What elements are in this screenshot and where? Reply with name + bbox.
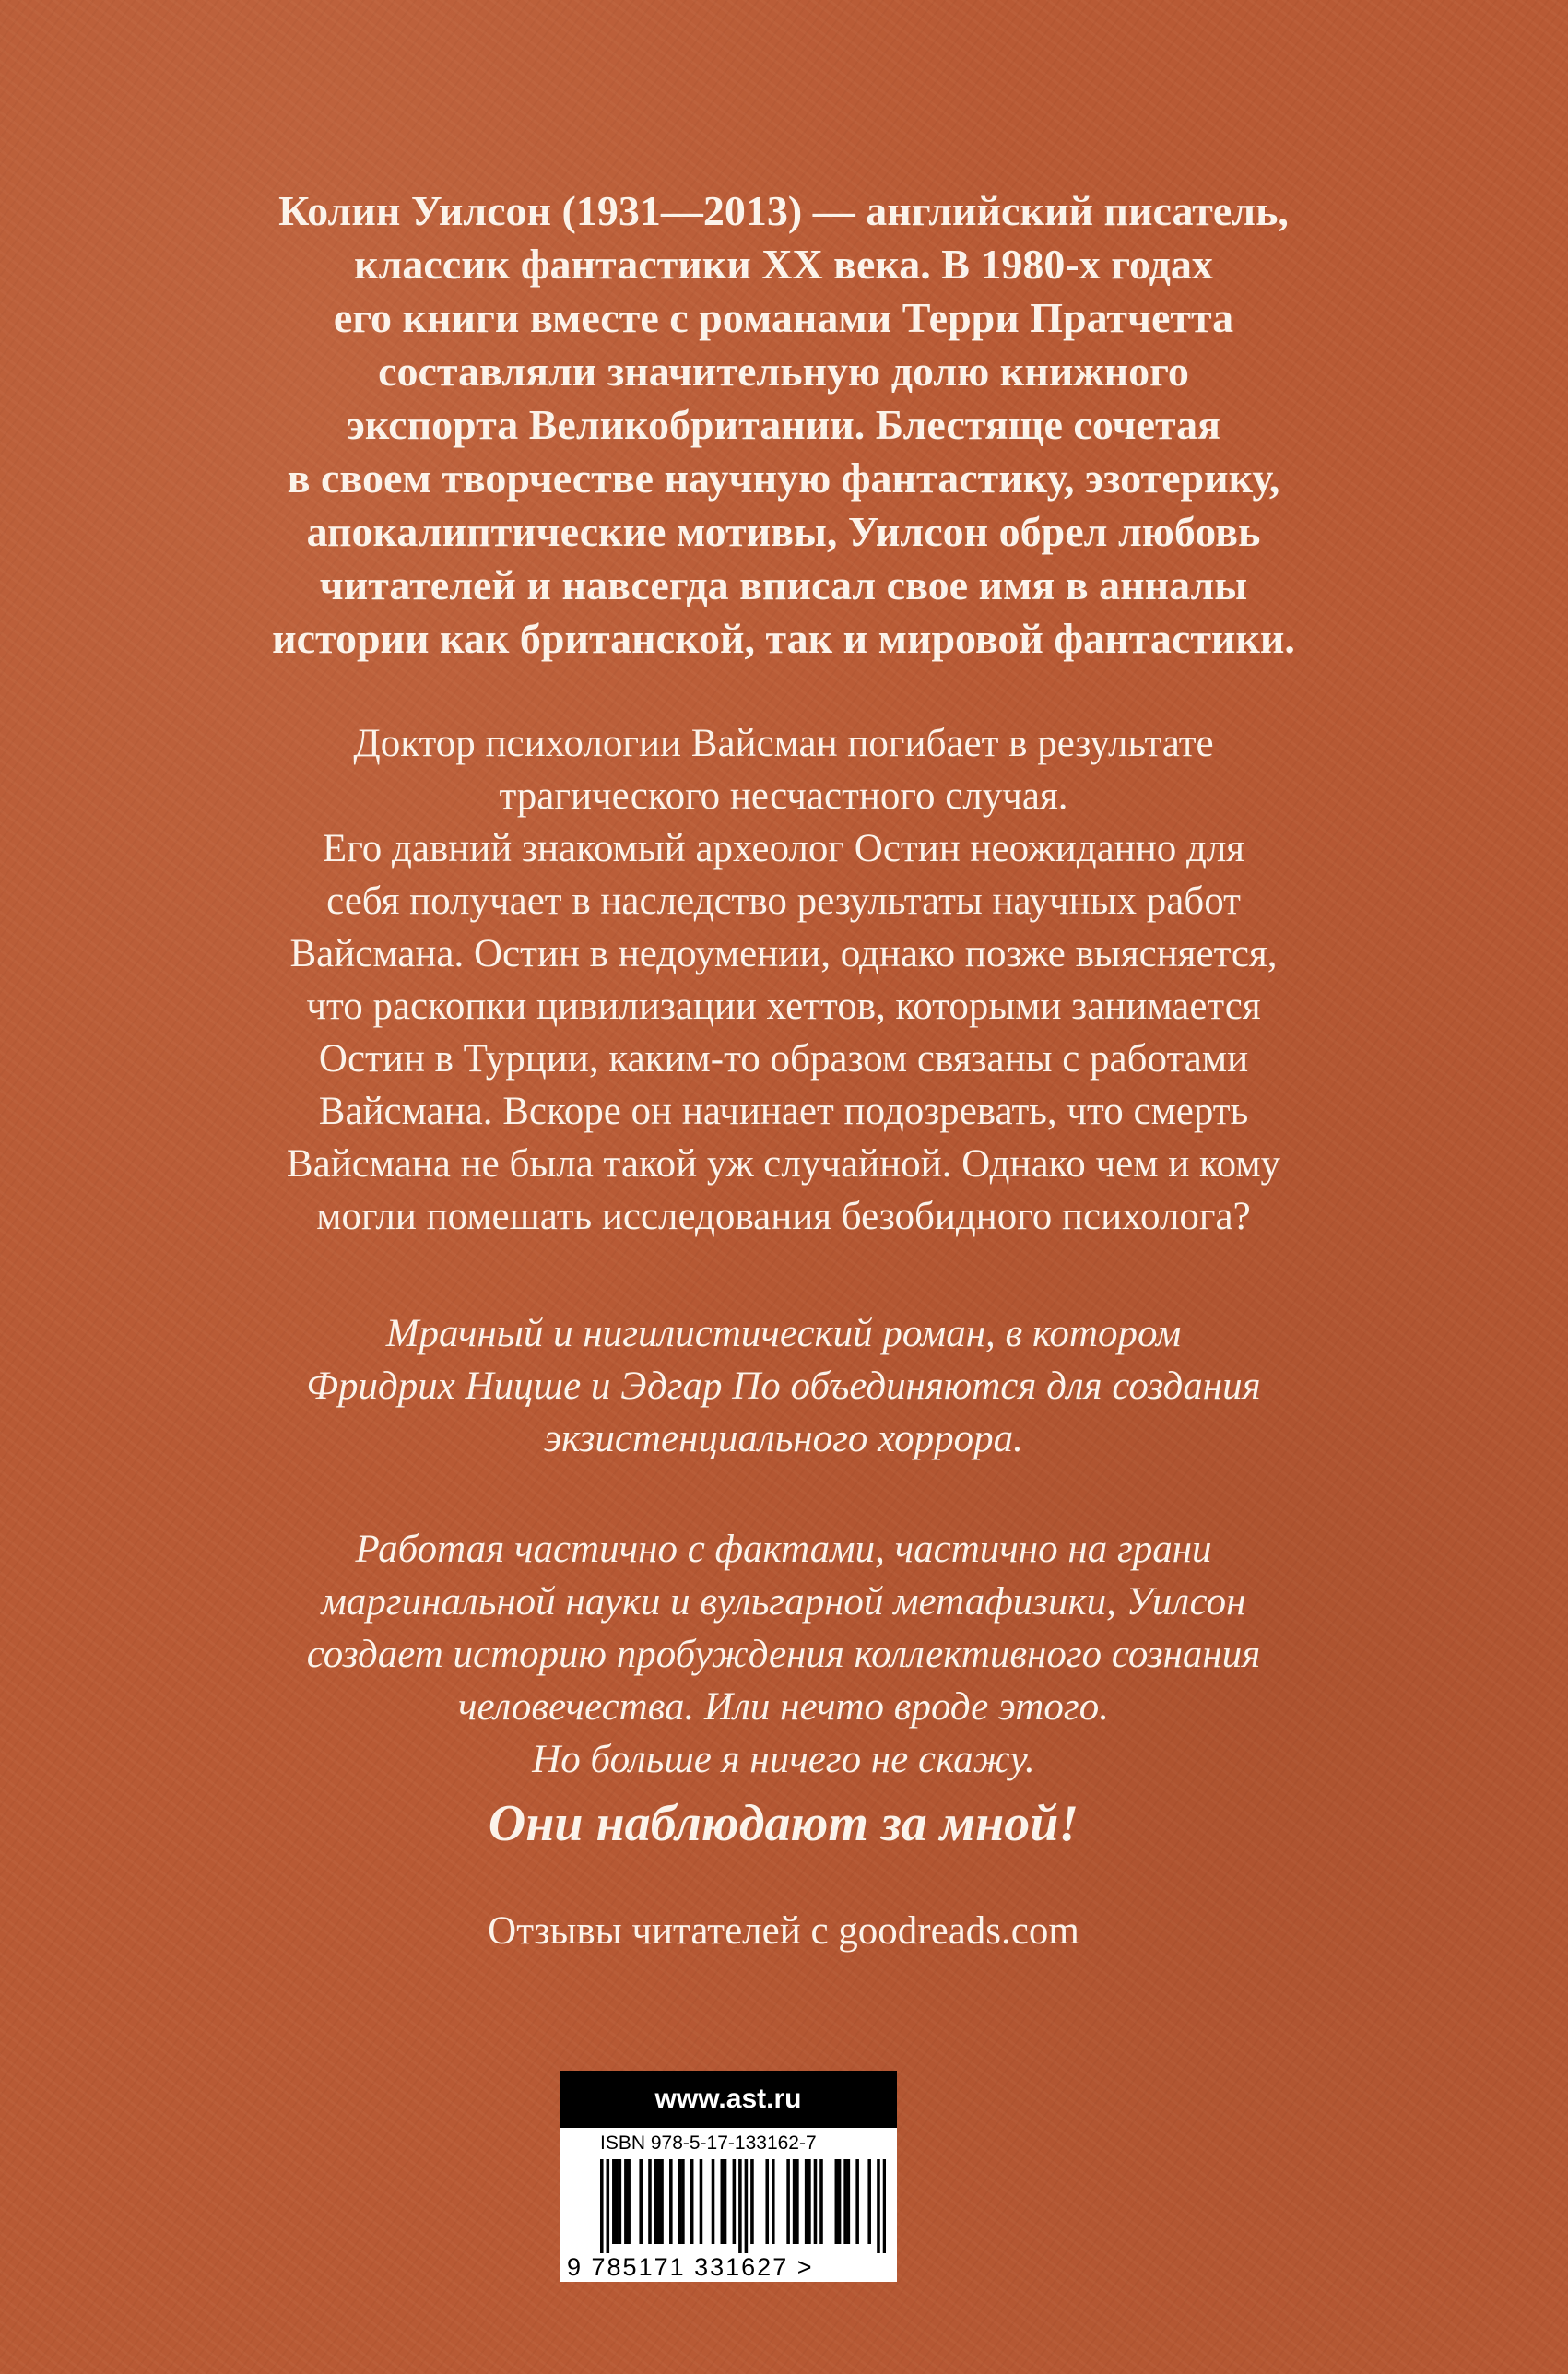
barcode-bar: [819, 2159, 823, 2244]
plot-line: Вайсмана. Остин в недоумении, однако позже выясняется,: [289, 932, 1278, 975]
barcode-bar: [712, 2159, 715, 2244]
bio-line: читателей и навсегда вписал свое имя в анналы: [319, 561, 1248, 608]
barcode-bar: [843, 2159, 847, 2244]
barcode-bar: [786, 2159, 790, 2244]
barcode-guard-bar: [600, 2159, 604, 2253]
bio-line: его книги вместе с романами Терри Пратчетта: [333, 294, 1234, 341]
barcode-bar: [847, 2159, 851, 2244]
plot-line: Вайсмана. Вскоре он начинает подозревать, что смерть: [318, 1090, 1249, 1133]
quote-line: маргинальной науки и вульгарной метафизики, Уилсон: [321, 1580, 1246, 1624]
barcode-bar: [867, 2159, 871, 2244]
barcode-bars: [600, 2159, 886, 2253]
barcode-bar: [648, 2159, 652, 2244]
plot-line: трагического несчастного случая.: [499, 774, 1068, 818]
barcode-bar: [838, 2159, 842, 2244]
plot-line: Его давний знакомый археолог Остин неожиданно для: [322, 827, 1245, 870]
bio-line: экспорта Великобритании. Блестяще сочетая: [346, 401, 1221, 448]
barcode-guard-bar: [745, 2159, 749, 2253]
barcode-bar: [793, 2159, 796, 2244]
barcode-bar: [808, 2159, 811, 2244]
barcode-bar: [796, 2159, 799, 2244]
barcode-bar: [750, 2159, 754, 2244]
barcode-bar: [678, 2159, 682, 2244]
barcode-guard-bar: [607, 2159, 610, 2253]
bio-line: в своем творчестве научную фантастику, эзотерику,: [287, 455, 1280, 502]
quote-line: Работая частично с фактами, частично на грани: [355, 1528, 1212, 1571]
quote-line: человечества. Или нечто вроде этого.: [458, 1685, 1109, 1729]
barcode-bar: [654, 2159, 658, 2244]
barcode-guard-bar: [883, 2159, 886, 2253]
barcode-bar: [657, 2159, 661, 2244]
barcode-guard-bar: [877, 2159, 880, 2253]
quote-line: Но больше я ничего не скажу.: [532, 1738, 1035, 1781]
barcode-guard-bar: [738, 2159, 742, 2253]
barcode-bar: [835, 2159, 839, 2244]
barcode-bar: [690, 2159, 694, 2244]
publisher-url: www.ast.ru: [560, 2071, 897, 2128]
plot-line: могли помешать исследования безобидного психолога?: [316, 1195, 1251, 1238]
review-quote-1: [92, 1307, 1475, 1465]
barcode-bar: [700, 2159, 703, 2244]
bio-line: истории как британской, так и мировой фантастики.: [272, 615, 1295, 662]
review-quote-2: [92, 1523, 1475, 1786]
plot-line: Вайсмана не была такой уж случайной. Однако чем и кому: [286, 1142, 1281, 1186]
barcode-bar: [724, 2159, 727, 2244]
barcode-bar: [615, 2159, 619, 2244]
barcode-bar: [855, 2159, 859, 2244]
barcode-bar: [624, 2159, 628, 2244]
quote-line: экзистенциального хоррора.: [544, 1417, 1023, 1460]
barcode-bar: [765, 2159, 769, 2244]
quote-line: Мрачный и нигилистический роман, в котором: [385, 1312, 1182, 1355]
bio-line: классик фантастики XX века. В 1980-х годах: [354, 241, 1213, 288]
quote-line: создает историю пробуждения коллективного сознания: [306, 1633, 1261, 1676]
quote-line: Фридрих Ницше и Эдгар По объединяются для создания: [306, 1364, 1261, 1408]
author-bio-paragraph: [92, 184, 1475, 666]
barcode-bar: [619, 2159, 622, 2244]
bio-line: составляли значительную долю книжного: [378, 348, 1189, 395]
review-source: Отзывы читателей с goodreads.com: [488, 1909, 1079, 1953]
barcode-bar: [733, 2159, 737, 2244]
barcode-bar: [627, 2159, 631, 2244]
review-exclamation: Они наблюдают за мной!: [488, 1795, 1079, 1852]
bio-line: Колин Уилсон (1931—2013) — английский писатель,: [278, 187, 1289, 234]
barcode-digits: 9 785171 331627 >: [567, 2253, 814, 2281]
bio-line: апокалиптические мотивы, Уилсон обрел любовь: [306, 508, 1261, 555]
barcode-bar: [669, 2159, 673, 2244]
plot-line: Доктор психологии Вайсман погибает в результате: [353, 722, 1214, 765]
barcode-bar: [612, 2159, 616, 2244]
barcode-bar: [681, 2159, 685, 2244]
plot-line: что раскопки цивилизации хеттов, которыми занимается: [306, 985, 1261, 1028]
barcode-bar: [639, 2159, 643, 2244]
barcode-bar: [814, 2159, 818, 2244]
barcode-bar: [721, 2159, 725, 2244]
plot-line: себя получает в наследство результаты научных работ: [326, 880, 1241, 923]
barcode-bar: [772, 2159, 775, 2244]
isbn-number: ISBN 978-5-17-133162-7: [600, 2132, 817, 2154]
plot-line: Остин в Турции, каким-то образом связаны с работами: [318, 1037, 1249, 1081]
barcode-bar: [660, 2159, 664, 2244]
plot-summary-paragraph: [92, 717, 1475, 1243]
isbn-barcode-block: [560, 2071, 897, 2282]
barcode-bar: [805, 2159, 808, 2244]
